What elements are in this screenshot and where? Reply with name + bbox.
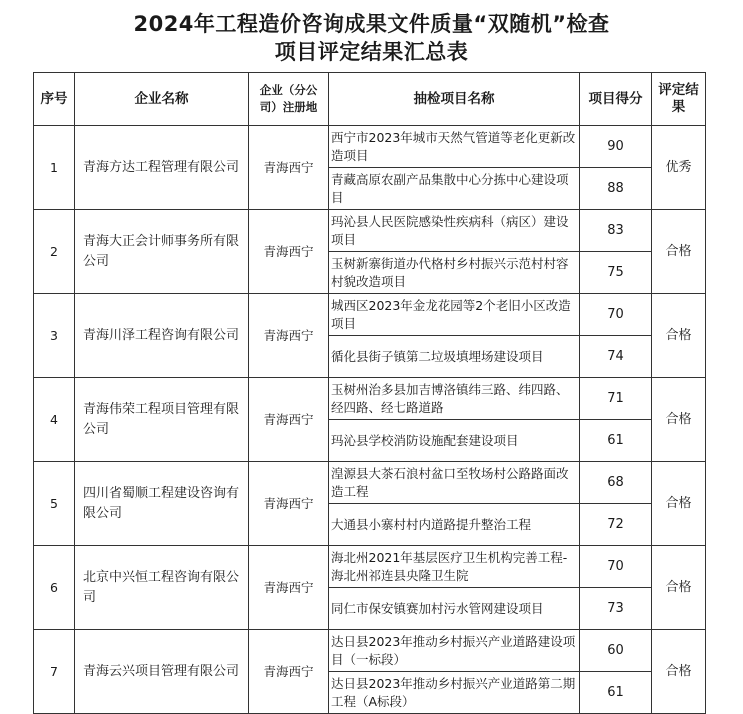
project-score: 75 bbox=[580, 252, 652, 294]
results-table bbox=[33, 72, 706, 714]
project-name: 玉树新寨街道办代格村乡村振兴示范村村容村貌改造项目 bbox=[329, 252, 580, 294]
row-location: 青海西宁 bbox=[249, 546, 329, 630]
row-company: 青海方达工程管理有限公司 bbox=[75, 126, 249, 210]
project-name: 西宁市2023年城市天然气管道等老化更新改造项目 bbox=[329, 126, 580, 168]
row-seq: 4 bbox=[34, 378, 75, 462]
project-score: 70 bbox=[580, 546, 652, 588]
row-location: 青海西宁 bbox=[249, 462, 329, 546]
row-seq: 1 bbox=[34, 126, 75, 210]
project-score: 68 bbox=[580, 462, 652, 504]
project-name: 玛沁县学校消防设施配套建设项目 bbox=[329, 420, 580, 462]
row-seq: 3 bbox=[34, 294, 75, 378]
results-table-container bbox=[33, 72, 706, 714]
project-name: 循化县街子镇第二垃圾填埋场建设项目 bbox=[329, 336, 580, 378]
project-score: 61 bbox=[580, 420, 652, 462]
header-project: 抽检项目名称 bbox=[329, 73, 580, 126]
title-line-2: 项目评定结果汇总表 bbox=[274, 40, 469, 64]
project-name: 达日县2023年推动乡村振兴产业道路第二期工程（A标段） bbox=[329, 672, 580, 714]
project-score: 88 bbox=[580, 168, 652, 210]
project-score: 72 bbox=[580, 504, 652, 546]
row-location: 青海西宁 bbox=[249, 378, 329, 462]
header-location-line-2: 司）注册地 bbox=[259, 100, 318, 114]
header-result: 评定结果 bbox=[652, 73, 706, 126]
table-row bbox=[34, 294, 706, 336]
row-location: 青海西宁 bbox=[249, 210, 329, 294]
row-company: 四川省蜀顺工程建设咨询有限公司 bbox=[75, 462, 249, 546]
row-result: 优秀 bbox=[652, 126, 706, 210]
table-row bbox=[34, 126, 706, 168]
project-name: 青藏高原农副产品集散中心分拣中心建设项目 bbox=[329, 168, 580, 210]
row-seq: 6 bbox=[34, 546, 75, 630]
table-row bbox=[34, 462, 706, 504]
header-score: 项目得分 bbox=[580, 73, 652, 126]
project-score: 70 bbox=[580, 294, 652, 336]
project-name: 玛沁县人民医院感染性疾病科（病区）建设项目 bbox=[329, 210, 580, 252]
project-score: 83 bbox=[580, 210, 652, 252]
row-location: 青海西宁 bbox=[249, 126, 329, 210]
project-name: 玉树州治多县加吉博洛镇纬三路、纬四路、经四路、经七路道路 bbox=[329, 378, 580, 420]
row-location: 青海西宁 bbox=[249, 630, 329, 714]
header-row bbox=[34, 73, 706, 126]
project-name: 湟源县大茶石浪村盆口至牧场村公路路面改造工程 bbox=[329, 462, 580, 504]
header-company: 企业名称 bbox=[75, 73, 249, 126]
row-company: 北京中兴恒工程咨询有限公司 bbox=[75, 546, 249, 630]
table-row bbox=[34, 546, 706, 588]
project-name: 同仁市保安镇赛加村污水管网建设项目 bbox=[329, 588, 580, 630]
row-result: 合格 bbox=[652, 462, 706, 546]
project-name: 达日县2023年推动乡村振兴产业道路建设项目（一标段） bbox=[329, 630, 580, 672]
header-seq: 序号 bbox=[34, 73, 75, 126]
row-company: 青海川泽工程咨询有限公司 bbox=[75, 294, 249, 378]
document-title bbox=[0, 10, 743, 66]
table-row bbox=[34, 630, 706, 672]
project-score: 71 bbox=[580, 378, 652, 420]
table-row bbox=[34, 210, 706, 252]
row-location: 青海西宁 bbox=[249, 294, 329, 378]
row-result: 合格 bbox=[652, 630, 706, 714]
project-score: 61 bbox=[580, 672, 652, 714]
title-line-1: 2024年工程造价咨询成果文件质量“双随机”检查 bbox=[133, 12, 610, 36]
row-result: 合格 bbox=[652, 294, 706, 378]
project-score: 60 bbox=[580, 630, 652, 672]
row-result: 合格 bbox=[652, 378, 706, 462]
project-name: 城西区2023年金龙花园等2个老旧小区改造项目 bbox=[329, 294, 580, 336]
row-company: 青海云兴项目管理有限公司 bbox=[75, 630, 249, 714]
row-company: 青海大正会计师事务所有限公司 bbox=[75, 210, 249, 294]
header-location bbox=[249, 73, 329, 126]
row-seq: 2 bbox=[34, 210, 75, 294]
project-name: 大通县小寨村村内道路提升整治工程 bbox=[329, 504, 580, 546]
project-score: 73 bbox=[580, 588, 652, 630]
row-company: 青海伟荣工程项目管理有限公司 bbox=[75, 378, 249, 462]
header-location-line-1: 企业（分公 bbox=[259, 83, 318, 97]
project-score: 74 bbox=[580, 336, 652, 378]
row-seq: 7 bbox=[34, 630, 75, 714]
project-name: 海北州2021年基层医疗卫生机构完善工程-海北州祁连县央隆卫生院 bbox=[329, 546, 580, 588]
table-row bbox=[34, 378, 706, 420]
row-result: 合格 bbox=[652, 210, 706, 294]
row-seq: 5 bbox=[34, 462, 75, 546]
project-score: 90 bbox=[580, 126, 652, 168]
row-result: 合格 bbox=[652, 546, 706, 630]
